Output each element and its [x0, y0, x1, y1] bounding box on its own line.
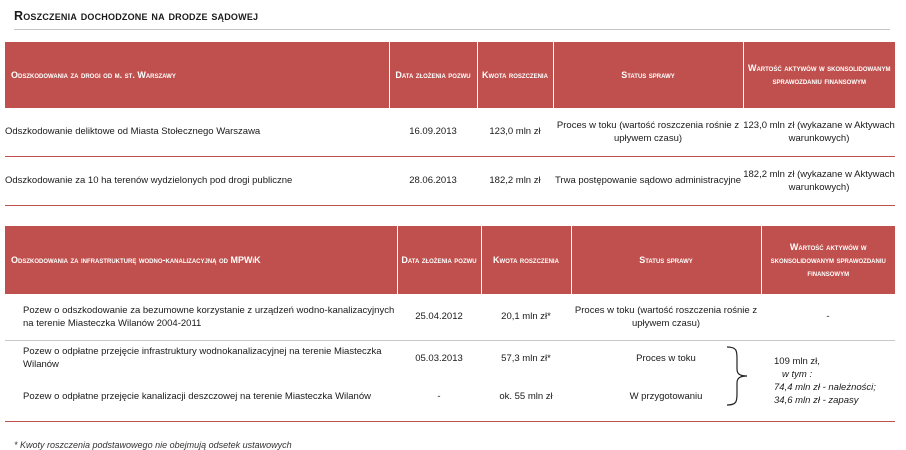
table-header-row: [5, 42, 895, 108]
page-title: Roszczenia dochodzone na drodze sądowej: [14, 9, 259, 23]
asset-value: 123,0 mln zł (wykazane w Aktywach warunkowych): [743, 108, 895, 156]
header-asset-value: Wartość aktywów w skonsolidowanym sprawozdaniu finansowym: [761, 226, 895, 294]
header-case-status: Status sprawy: [553, 42, 743, 108]
claim-amount: 182,2 mln zł: [477, 156, 553, 205]
header-claim-amount: Kwota roszczenia: [477, 42, 553, 108]
asset-value: 182,2 mln zł (wykazane w Aktywach warunkowych): [743, 156, 895, 205]
asset-receivables: 74,4 mln zł - należności;: [774, 382, 876, 393]
header-asset-value: Wartość aktywów w skonsolidowanym sprawozdaniu finansowym: [743, 42, 895, 108]
claim-amount: 123,0 mln zł: [477, 108, 553, 156]
claim-description: Odszkodowanie za 10 ha terenów wydzielonych pod drogi publiczne: [5, 156, 389, 205]
case-status: Proces w toku (wartość roszczenia rośnie z upływem czasu): [553, 108, 743, 156]
claim-amount: ok. 55 mln zł: [499, 390, 553, 402]
curly-brace-icon: [725, 345, 749, 407]
header-case-status: Status sprawy: [571, 226, 761, 294]
filing-date: 25.04.2012: [397, 294, 481, 340]
mpwik-claims-table: [5, 226, 895, 416]
case-status: Proces w toku (wartość roszczenia rośnie z upływem czasu): [571, 294, 761, 340]
roads-claims-table: [5, 42, 895, 206]
table-row: [5, 108, 895, 156]
case-status: Proces w toku: [636, 352, 696, 364]
table-header-row: [5, 226, 895, 294]
table-row: [5, 294, 895, 340]
footnote: * Kwoty roszczenia podstawowego nie obejmują odsetek ustawowych: [14, 440, 292, 450]
table-row: [5, 376, 895, 416]
header-claims-roads: Odszkodowania za drogi od m. st. Warszawy: [5, 42, 389, 108]
combined-asset-value: [774, 355, 876, 407]
claim-description: Odszkodowanie deliktowe od Miasta Stołecznego Warszawa: [5, 108, 389, 156]
header-claim-amount: Kwota roszczenia: [481, 226, 571, 294]
filing-date: -: [437, 390, 441, 402]
header-filing-date: Data złożenia pozwu: [397, 226, 481, 294]
case-status: Trwa postępowanie sądowo administracyjne: [553, 156, 743, 205]
title-underline: [14, 29, 890, 30]
asset-value: -: [761, 294, 895, 340]
table-row: [5, 156, 895, 205]
case-status: W przygotowaniu: [629, 390, 703, 402]
claim-description: Pozew o odszkodowanie za bezumowne korzystanie z urządzeń wodno-kanalizacyjnych na terenie Miasteczka Wilanów 2004-2011: [5, 294, 397, 340]
claim-amount: 20,1 mln zł*: [481, 294, 571, 340]
asset-inventory: 34,6 mln zł - zapasy: [774, 395, 859, 406]
table-bottom-border: [5, 421, 895, 422]
asset-breakdown-label: w tym :: [782, 369, 813, 380]
filing-date: 05.03.2013: [415, 352, 463, 364]
claim-amount: 57,3 mln zł*: [501, 352, 551, 364]
header-filing-date: Data złożenia pozwu: [389, 42, 477, 108]
header-claims-infrastructure: Odszkodowania za infrastrukturę wodno-kanalizacyjną od MPWiK: [5, 226, 397, 294]
table-row: [5, 340, 895, 376]
claim-description: Pozew o odpłatne przejęcie infrastruktury wodnokanalizacyjnej na terenie Miasteczka Wilanów: [23, 346, 382, 371]
filing-date: 28.06.2013: [389, 156, 477, 205]
claim-description: Pozew o odpłatne przejęcie kanalizacji deszczowej na terenie Miasteczka Wilanów: [23, 390, 371, 402]
asset-total: 109 mln zł,: [774, 356, 820, 367]
filing-date: 16.09.2013: [389, 108, 477, 156]
